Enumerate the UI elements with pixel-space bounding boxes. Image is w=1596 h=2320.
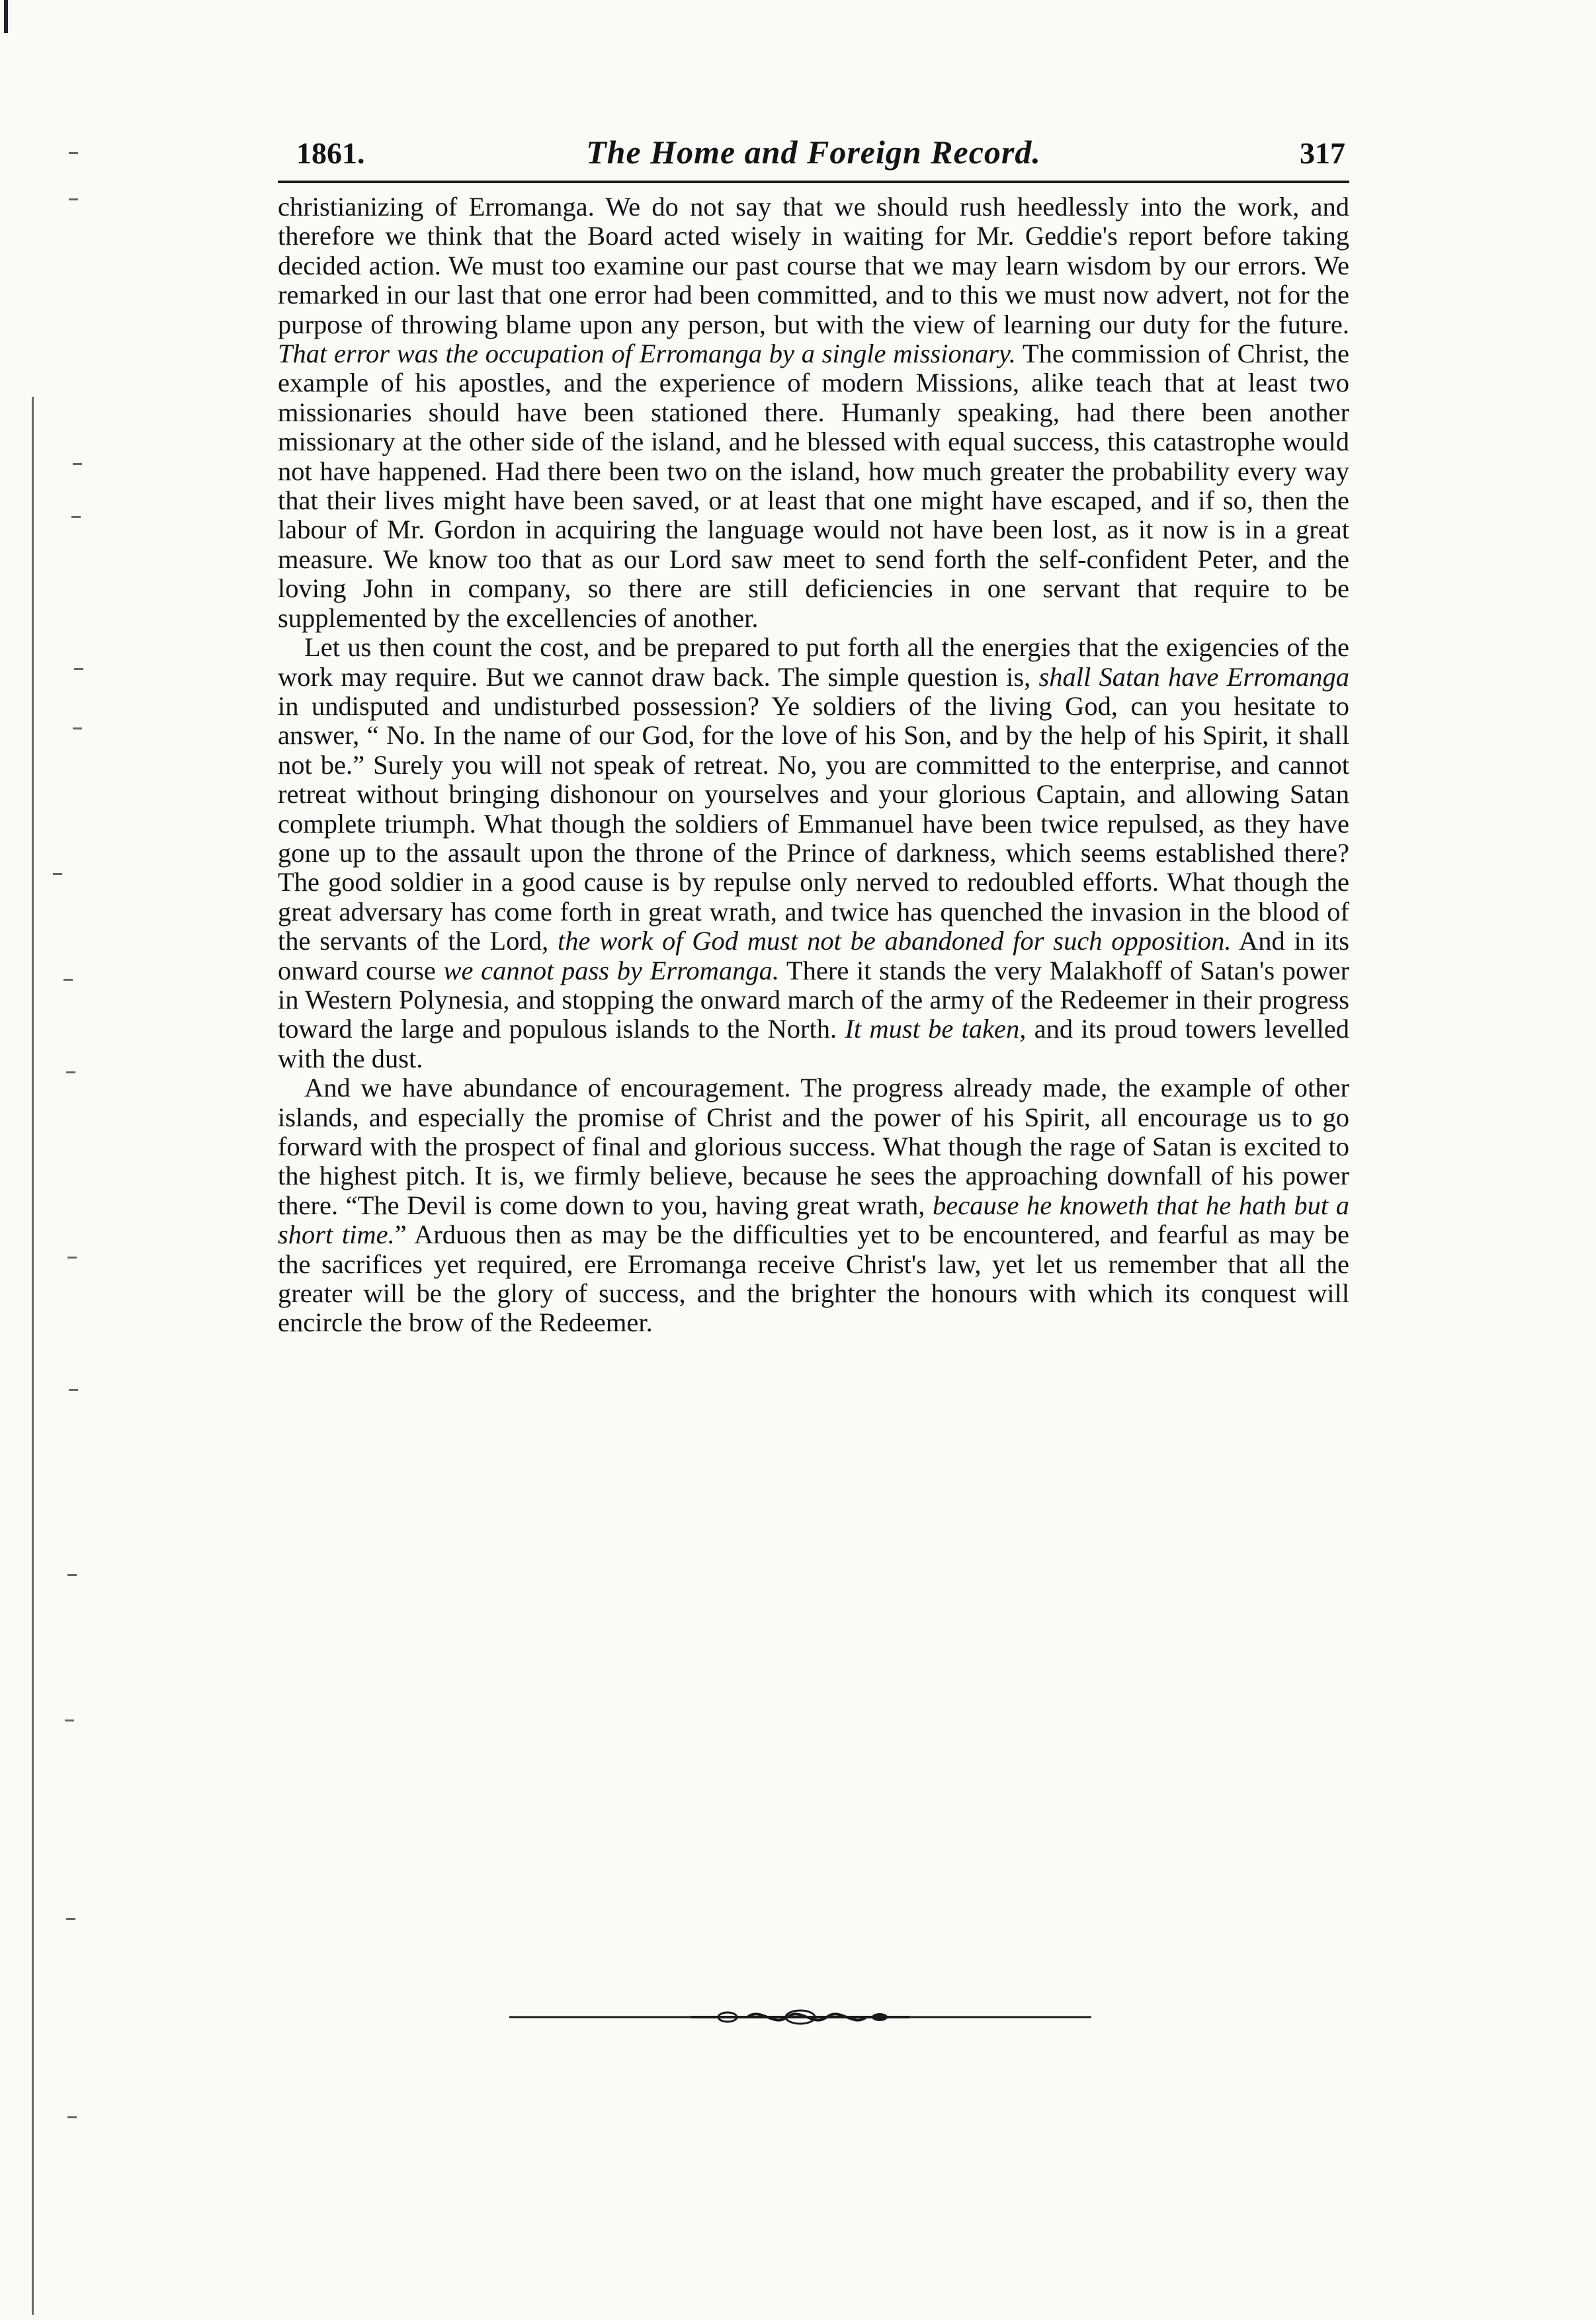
text-run: And in its onward course	[278, 926, 1350, 985]
text-run: and its proud towers levelled with the dust.	[278, 1014, 1350, 1073]
text-run: christianizing of Erromanga. We do not say that we should rush heedlessly into the work, and therefore we think that the Board acted wisely in waiting for Mr. Geddie's report before taking decided action. We must too examine our past course that we may learn wisdom by our errors. We remarked in our last that one error had been committed, and to this we must now advert, not for the purpose of throwing blame upon any person, but with the view of learning our duty for the future.	[278, 192, 1349, 339]
journal-title: The Home and Foreign Record.	[586, 134, 1041, 171]
text-run: There it stands the very Malakhoff of Satan's power in Western Polynesia, and stopping the onward march of the army of the Redeemer in their progress toward the large and populous islands to the North.	[278, 955, 1349, 1044]
page-number: 317	[1300, 136, 1345, 170]
text-run: And we have abundance of encouragement. The progress already made, the example of other islands, and especially the promise of Christ and the power of his Spirit, all encourage us to go forward with the prospect of final and glorious success. What though the rage of Satan is excited to the highest pitch. It is, we firmly believe, because he sees the approaching downfall of his power there. “The Devil is come down to you, having great wrath,	[278, 1073, 1349, 1220]
italic-text-run: It must be taken,	[845, 1014, 1027, 1044]
italic-text-run: shall Satan have Erromanga	[1038, 661, 1349, 692]
paragraph	[278, 1073, 1349, 1338]
text-run: in undisputed and undisturbed possession? Ye soldiers of the living God, can you hesitate to answer, “ No. In the name of our God, for the love of his Son, and by the help of his Spirit, it shall not be.” Surely you will not speak of retreat. No, you are committed to the enterprise, and cannot retreat without bringing dishonour on yourselves and your glorious Captain, and allowing Satan complete triumph. What though the soldiers of Emmanuel have been twice repulsed, as they have gone up to the assault upon the throne of the Prince of darkness, which seems established there? The good soldier in a good cause is by repulse only nerved to redoubled efforts. What though the great adversary has come forth in great wrath, and twice has quenched the invasion in the blood of the servants of the Lord,	[278, 690, 1349, 956]
header-rule	[278, 181, 1349, 183]
text-run: ” Arduous then as may be the difficulties yet to be encountered, and fearful as may be the sacrifices yet required, ere Erromanga receive Christ's law, yet let us remember that all the greater will be the glory of success, and the brighter the honours with which its conquest will encircle the brow of the Redeemer.	[278, 1220, 1349, 1338]
article-body	[278, 192, 1349, 1338]
text-run: The commission of Christ, the example of his apostles, and the experience of modern Missions, alike teach that at least two missionaries should have been stationed there. Humanly speaking, had there been another missionary at the other side of the island, and he blessed with equal success, this catastrophe would not have happened. Had there been two on the island, how much greater the probability every way that their lives might have been saved, or at least that one might have escaped, and if so, then the labour of Mr. Gordon in acquiring the language would not have been lost, as it now is in a great measure. We know too that as our Lord saw meet to send forth the self-confident Peter, and the loving John in company, so there are still deficiencies in one servant that require to be supplemented by the excellencies of another.	[278, 339, 1349, 633]
running-head	[278, 129, 1349, 175]
italic-text-run: because he knoweth that he hath but a short time.	[278, 1190, 1349, 1250]
italic-text-run: we cannot pass by Erromanga.	[443, 955, 779, 985]
page-edge-scan-artifacts	[0, 0, 86, 2320]
edge-mark	[4, 0, 8, 33]
end-ornament	[509, 2004, 1091, 2030]
paragraph	[278, 633, 1349, 1073]
italic-text-run: the work of God must not be abandoned for such opposition.	[558, 926, 1232, 956]
header-year: 1861.	[296, 136, 365, 170]
text-run: Let us then count the cost, and be prepared to put forth all the energies that the exigencies of the work may require. But we cannot draw back. The simple question is,	[278, 632, 1349, 692]
paragraph	[278, 192, 1349, 633]
binding-line	[32, 397, 34, 2315]
italic-text-run: That error was the occupation of Erromanga by a single missionary.	[278, 339, 1016, 369]
page-content	[278, 129, 1349, 1338]
